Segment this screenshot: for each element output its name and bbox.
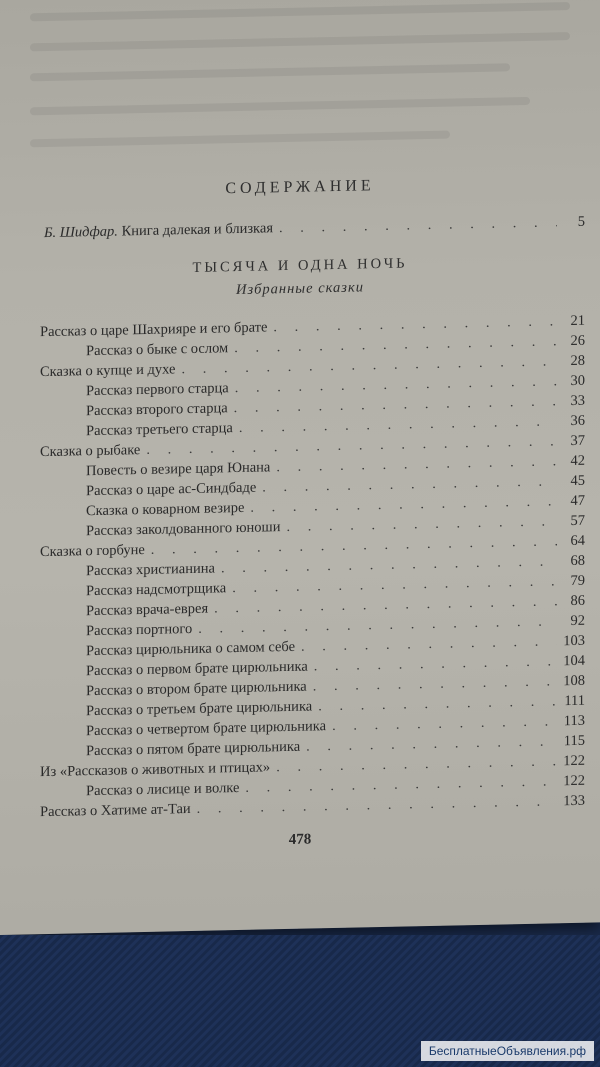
toc-entry: Рассказ второго старца . . . 33 [86,393,585,422]
intro-page: 5 [577,213,585,230]
toc-entry: Сказка о рыбаке . . . 37 [40,433,585,463]
toc-entry: Рассказ о быке с ослом . . . 26 [86,333,585,362]
section-subtitle: Избранные сказки [236,279,364,299]
show-through-text [30,32,570,51]
show-through-text [30,63,510,81]
watermark: БесплатныеОбъявления.рф [421,1041,594,1061]
toc-entry: Рассказ о Хатиме ат-Таи . . . 133 [40,793,585,823]
page-title: СОДЕРЖАНИЕ [225,177,375,198]
toc-entry: Рассказ третьего старца . . . 36 [86,413,585,442]
toc-entry: Рассказ о царе ас-Синдбаде . . . 45 [86,473,585,502]
toc-entry: Рассказ о царе Шахрияре и его брате . . . 21 [40,313,585,343]
toc-entry: Рассказ первого старца . . . 30 [86,373,585,402]
show-through-text [30,97,530,115]
toc-entry: Рассказ заколдованного юноши . . . 57 [86,513,585,542]
page-number: 478 [288,831,312,848]
leader-dots [279,214,557,237]
toc-entry: Рассказ христианина . . . 68 [86,553,585,582]
intro-entry [44,214,585,244]
toc-entry: Рассказ о лисице и волке . . . 122 [86,773,585,802]
intro-author: Б. Шидфар. [44,223,118,242]
toc-entry: Сказка о купце и духе . . . 28 [40,353,585,383]
toc-entry: Рассказ о втором брате цирюльника . . . 108 [86,673,585,702]
toc-entry: Рассказ врача-еврея . . . 86 [86,593,585,622]
show-through-text [30,2,570,21]
toc-entry: Рассказ о пятом брате цирюльника . . . 115 [86,733,585,762]
toc-entry: Рассказ портного . . . 92 [86,613,585,642]
toc-entry: Из «Рассказов о животных и птицах» . . . 122 [40,753,585,783]
toc-entry: Рассказ цирюльника о самом себе . . . 103 [86,633,585,662]
toc-entry: Сказка о коварном везире . . . 47 [86,493,585,522]
toc-entry: Повесть о везире царя Юнана . . . 42 [86,453,585,482]
toc-entry: Рассказ о первом брате цирюльника . . . 104 [86,653,585,682]
show-through-text [30,131,450,148]
intro-text: Книга далекая и близкая [121,220,273,240]
toc-entry: Рассказ надсмотрщика . . . 79 [86,573,585,602]
toc-entry: Рассказ о третьем брате цирюльника . . . 111 [86,693,585,722]
toc-entry: Сказка о горбуне . . . 64 [40,533,585,563]
section-title: ТЫСЯЧА И ОДНА НОЧЬ [192,255,408,276]
toc-entry: Рассказ о четвертом брате цирюльника . . . 113 [86,713,585,742]
